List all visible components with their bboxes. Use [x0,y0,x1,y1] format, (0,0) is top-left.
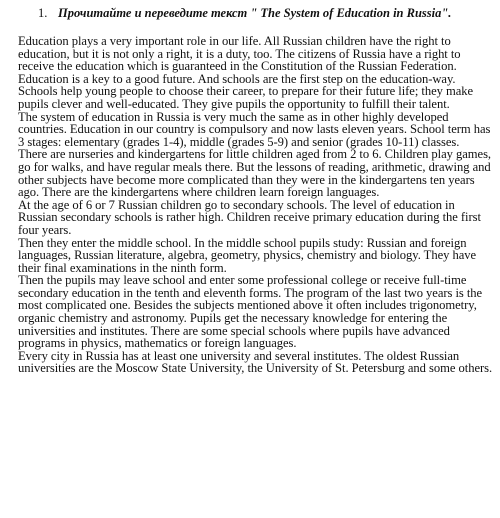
paragraph-system: The system of education in Russia is very much the same as in other highly developed countries. Education in our country is compulsory and now lasts eleven years. School term has 3 stages: elementary (grades 1-4), middle (grades 5-9) and senior (grades 10-11) classes. [18,109,491,149]
paragraph-senior-forms: Then the pupils may leave school and enter some professional college or receive full-time secondary education in the tenth and eleventh forms. The program of the last two years is the most complicated one. Besides the subjects mentioned above it often includes trigonometry, organic chemistry and astronomy. Pupils get the necessary knowledge for entering the universities and institutes. There are some special schools where pupils have advanced programs in physics, mathematics or foreign languages. [18,273,483,351]
paragraph-kindergartens: There are nurseries and kindergartens for little children aged from 2 to 6. Children play games, go for walks, and have regular meals there. But the lessons of reading, arithmetic, drawing and other subjects have become more complicated than they were in the kindergartens ten years ago. There are the kindergartens where children learn foreign languages. [18,147,492,200]
paragraph-universities: Every city in Russia has at least one university and several institutes. The oldest Russian universities are the Moscow State University, the University of St. Petersburg and some others. [18,348,493,376]
text-body [18,35,494,375]
paragraph-education-key: Education is a key to a good future. And schools are the first step on the education-way. Schools help young people to choose their career, to prepare for their future life; they make pupils clever and well-educated. They give pupils the opportunity to fulfill their talent. [18,71,474,111]
task-number: 1. [38,6,48,20]
paragraph-secondary-school: At the age of 6 or 7 Russian children go to secondary schools. The level of education in Russian secondary schools is rather high. Children receive primary education during the first four years. [18,197,481,237]
task-instruction: Прочитайте и переведите текст " The System of Education in Russia". [58,6,452,20]
task-heading [38,6,494,30]
paragraph-education-right: Education plays a very important role in our life. All Russian children have the right to education, but it is not only a right, it is a duty, too. The citizens of Russia have a right to receive the education which is guaranteed in the Constitution of the Russian Federation. [18,34,461,74]
paragraph-middle-school: Then they enter the middle school. In the middle school pupils study: Russian and foreign languages, Russian literature, algebra, geometry, physics, chemistry and biology. They have their final examinations in the ninth form. [18,235,477,275]
